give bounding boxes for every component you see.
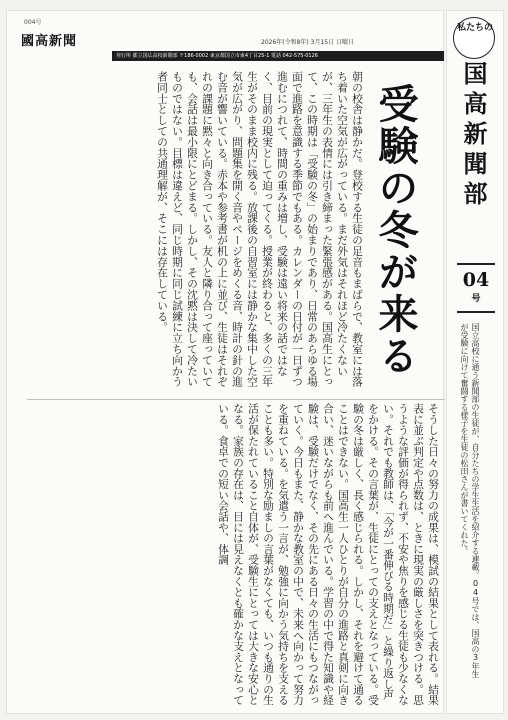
- issue-number-small: 004号: [24, 19, 42, 26]
- series-badge-label: 私たちの: [456, 23, 493, 33]
- issue-number: 04: [462, 269, 490, 291]
- article-body-upper: 朝の校舎は静かだ。登校する生徒の足音もまばらで、教室には落ち着いた空気が広がっている。まだ外気はそれほど冷たくないが、三年生の表情には引き締まった緊張感がある。国高生にとって、この時期は「受験の冬」の始まりであり、日常のあらゆる場面で進路を意識する季節でもある。カレンダーの日付が一日ずつ進むにつれて、時間の重みは増し、受験は遠い将来の話ではなく、目前の現実として迫ってくる。授業が終わると、多くの三年生がそのまま校内に残る。放課後の自習室には静かな集中した空気が広がり、問題集を開く音やページをめくる音、時計の針の進む音が響いている。赤本や参考書が机の上に並び、生徒はそれぞれの課題に黙々と向き合っている。友人と隣り合って座っていても、会話は最小限にとどまる。しかし、その沈黙は決して冷たいものではない。目標は違えど、同じ時期に同じ試練に立ち向かう者同士としての共通理解が、そこには存在している。: [156, 71, 364, 388]
- publisher-bar: [112, 51, 444, 61]
- issue-rule-top: [457, 263, 495, 265]
- article-title: 受験の冬が来る: [372, 83, 419, 377]
- section-title: 国高新聞部: [459, 61, 488, 211]
- article-body-lower: そうした日々の努力の成果は、模試の結果として表れる。結果表に並ぶ判定や点数は、ときに現実の厳しさを突きつける。思うような評価が得られず、不安や焦りを感じる生徒も少なくない。それでも教師は、「今が一番伸びる時期だ」と繰り返し声をかける。その言葉が、生徒にとっての支えとなっている。受験の冬は厳しく、長く感じられる。しかし、それを避けて通ることはできない。国高生一人ひとりが自分の進路と真剣に向き合い、迷いながらも前へ進んでいる。学習の中で得た知識や経験は、受験だけでなく、その先にある日々の生活にもつながっていく。今日もまた、静かな教室の中で、未来へ向かって努力を重ねている。を気遣う一言が、勉強に向かう気持ちを支えることも多い。特別な励ましの言葉がなくても、いつも通りの生活が保たれていること自体が、受験生にとっては大きな安心となる。家族の存在は、目には見えなくとも確かな支えとなっている。食卓での短い会話や、体調: [217, 403, 440, 706]
- column-divider: [27, 399, 445, 400]
- main-article-panel: [6, 10, 444, 714]
- newspaper-logo: 國高新聞: [21, 34, 78, 49]
- series-badge: [453, 17, 495, 59]
- publisher-info: 発行所 都立国広高校新聞部 〒186-0002 東京都国立市東4丁目25-1 電話 042-575-0126: [116, 53, 318, 59]
- publication-date: 2026年(令和8年) 3月15日 日曜日: [261, 39, 355, 46]
- sidebar-series-panel: [446, 10, 504, 714]
- issue-rule-bottom: [457, 311, 495, 313]
- issue-suffix: 号: [471, 294, 481, 304]
- series-description: 国立高校に通う新聞部の生徒が、自分たちの学生生活を紹介する連載。04号では、国高の3年生が受験に向けて奮闘する様子を生徒の松田さんが書いてくれた。: [460, 323, 480, 678]
